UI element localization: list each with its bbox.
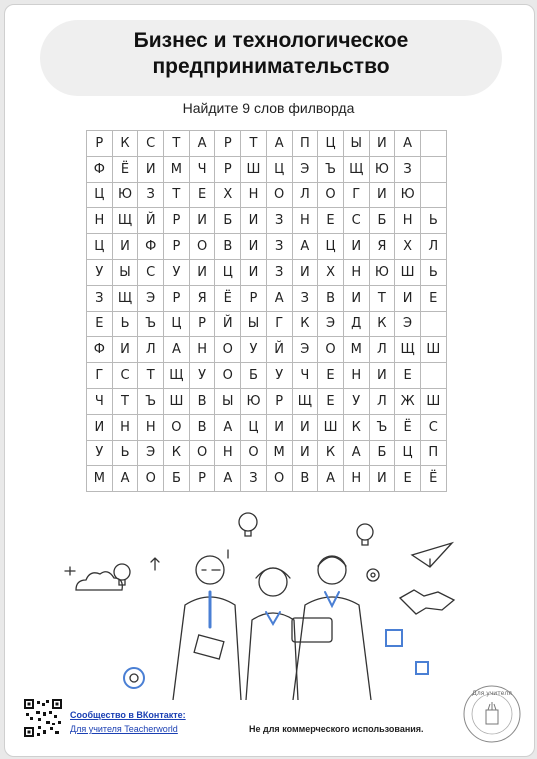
grid-cell[interactable]: Ф	[87, 156, 113, 182]
grid-cell[interactable]: Ы	[112, 259, 138, 285]
grid-cell[interactable]: И	[343, 234, 369, 260]
grid-cell[interactable]	[420, 156, 446, 182]
grid-cell[interactable]: Ё	[420, 466, 446, 492]
grid-row	[87, 311, 447, 337]
grid-cell[interactable]: Е	[420, 285, 446, 311]
grid-cell[interactable]: А	[215, 466, 241, 492]
grid-cell[interactable]	[420, 363, 446, 389]
grid-cell[interactable]: Х	[395, 234, 421, 260]
teacherworld-link[interactable]: Для учителя Teacherworld	[70, 724, 178, 734]
grid-cell[interactable]: Э	[395, 311, 421, 337]
business-people-illustration	[60, 500, 480, 700]
grid-cell[interactable]: Й	[138, 208, 164, 234]
grid-cell[interactable]: З	[241, 466, 267, 492]
grid-cell[interactable]: И	[292, 414, 318, 440]
grid-cell[interactable]	[420, 182, 446, 208]
grid-cell[interactable]: Б	[215, 208, 241, 234]
grid-cell[interactable]: Ю	[395, 182, 421, 208]
teacher-stamp-icon	[462, 684, 522, 744]
grid-cell[interactable]: У	[241, 337, 267, 363]
grid-cell[interactable]: О	[164, 414, 190, 440]
grid-cell[interactable]: Т	[369, 285, 395, 311]
grid-cell[interactable]	[420, 311, 446, 337]
grid-cell[interactable]: В	[189, 388, 215, 414]
grid-cell[interactable]: Ч	[87, 388, 113, 414]
grid-cell[interactable]: Е	[318, 388, 344, 414]
grid-cell[interactable]: Щ	[343, 156, 369, 182]
grid-cell[interactable]: Р	[164, 285, 190, 311]
grid-cell[interactable]: Н	[87, 208, 113, 234]
grid-cell[interactable]: Ы	[343, 131, 369, 157]
grid-cell[interactable]: Й	[266, 337, 292, 363]
grid-cell[interactable]: Е	[395, 363, 421, 389]
grid-cell[interactable]: О	[266, 182, 292, 208]
grid-cell[interactable]: Ь	[112, 440, 138, 466]
grid-cell[interactable]: А	[318, 466, 344, 492]
grid-cell[interactable]: И	[292, 440, 318, 466]
grid-cell[interactable]: И	[241, 208, 267, 234]
grid-cell[interactable]: Ю	[369, 156, 395, 182]
grid-cell[interactable]: Р	[241, 285, 267, 311]
grid-cell[interactable]: Т	[164, 131, 190, 157]
grid-cell[interactable]: У	[343, 388, 369, 414]
grid-cell[interactable]: З	[266, 259, 292, 285]
grid-cell[interactable]: Ф	[138, 234, 164, 260]
grid-cell[interactable]: К	[112, 131, 138, 157]
grid-cell[interactable]: Н	[215, 440, 241, 466]
grid-cell[interactable]: У	[189, 363, 215, 389]
grid-cell[interactable]: Ц	[266, 156, 292, 182]
grid-cell[interactable]: Т	[241, 131, 267, 157]
grid-cell[interactable]: Н	[343, 363, 369, 389]
grid-cell[interactable]: Ь	[420, 259, 446, 285]
grid-cell[interactable]: Ф	[87, 337, 113, 363]
grid-cell[interactable]: Ш	[420, 337, 446, 363]
grid-cell[interactable]: О	[266, 466, 292, 492]
grid-cell[interactable]: Ш	[395, 259, 421, 285]
grid-cell[interactable]: В	[318, 285, 344, 311]
grid-cell[interactable]: Г	[343, 182, 369, 208]
stamp-label: Для учителя	[472, 690, 512, 697]
grid-cell[interactable]: Р	[189, 311, 215, 337]
grid-cell[interactable]: Н	[241, 182, 267, 208]
grid-cell[interactable]: И	[112, 337, 138, 363]
grid-cell[interactable]: О	[189, 234, 215, 260]
grid-row	[87, 259, 447, 285]
grid-cell[interactable]: К	[343, 414, 369, 440]
grid-cell[interactable]: Ю	[241, 388, 267, 414]
grid-cell[interactable]: В	[189, 414, 215, 440]
grid-cell[interactable]: Е	[395, 466, 421, 492]
grid-cell[interactable]: Е	[318, 208, 344, 234]
grid-cell[interactable]: Н	[189, 337, 215, 363]
grid-cell[interactable]: Ь	[112, 311, 138, 337]
grid-cell[interactable]: Р	[215, 131, 241, 157]
grid-cell[interactable]: Э	[292, 337, 318, 363]
grid-cell[interactable]: К	[292, 311, 318, 337]
grid-cell[interactable]: К	[369, 311, 395, 337]
grid-cell[interactable]: М	[164, 156, 190, 182]
grid-cell[interactable]: О	[138, 466, 164, 492]
grid-cell[interactable]: У	[266, 363, 292, 389]
grid-cell[interactable]: О	[241, 440, 267, 466]
grid-cell[interactable]: Р	[215, 156, 241, 182]
grid-cell[interactable]: И	[395, 285, 421, 311]
grid-cell[interactable]: З	[138, 182, 164, 208]
grid-cell[interactable]: Т	[138, 363, 164, 389]
grid-cell[interactable]: Э	[138, 440, 164, 466]
grid-cell[interactable]: А	[164, 337, 190, 363]
grid-cell[interactable]: Ш	[164, 388, 190, 414]
grid-cell[interactable]: Щ	[395, 337, 421, 363]
grid-cell[interactable]: Ъ	[318, 156, 344, 182]
grid-cell[interactable]: И	[112, 234, 138, 260]
grid-cell[interactable]: Щ	[112, 285, 138, 311]
grid-cell[interactable]: Ё	[112, 156, 138, 182]
grid-cell[interactable]: У	[87, 259, 113, 285]
grid-cell[interactable]: Т	[164, 182, 190, 208]
grid-row	[87, 208, 447, 234]
grid-cell[interactable]: Д	[343, 311, 369, 337]
grid-cell[interactable]: А	[112, 466, 138, 492]
grid-cell[interactable]: С	[343, 208, 369, 234]
grid-cell[interactable]	[420, 131, 446, 157]
grid-cell[interactable]: О	[318, 337, 344, 363]
grid-cell[interactable]: Ц	[395, 440, 421, 466]
title-line-1: Бизнес и технологическое	[133, 29, 409, 52]
grid-cell[interactable]: Э	[292, 156, 318, 182]
grid-cell[interactable]: Ш	[420, 388, 446, 414]
grid-cell[interactable]: З	[395, 156, 421, 182]
grid-cell[interactable]: Ъ	[138, 311, 164, 337]
grid-cell[interactable]: Э	[318, 311, 344, 337]
grid-cell[interactable]: Ч	[292, 363, 318, 389]
grid-cell[interactable]: Е	[318, 363, 344, 389]
grid-cell[interactable]: Н	[343, 466, 369, 492]
grid-cell[interactable]: Н	[343, 259, 369, 285]
grid-cell[interactable]: А	[266, 285, 292, 311]
grid-cell[interactable]: З	[266, 208, 292, 234]
grid-cell[interactable]: Б	[369, 208, 395, 234]
grid-cell[interactable]: М	[87, 466, 113, 492]
non-commercial-notice: Не для коммерческого использования.	[249, 724, 424, 734]
grid-cell[interactable]: Я	[369, 234, 395, 260]
grid-cell[interactable]: И	[87, 414, 113, 440]
grid-cell[interactable]: М	[266, 440, 292, 466]
grid-row	[87, 182, 447, 208]
grid-cell[interactable]: Ч	[189, 156, 215, 182]
grid-cell[interactable]: И	[369, 182, 395, 208]
grid-cell[interactable]: Ы	[241, 311, 267, 337]
grid-cell[interactable]: О	[215, 363, 241, 389]
grid-cell[interactable]: Б	[164, 466, 190, 492]
grid-row	[87, 388, 447, 414]
grid-cell[interactable]: Ц	[87, 234, 113, 260]
grid-cell[interactable]: Ц	[318, 234, 344, 260]
grid-cell[interactable]: А	[266, 131, 292, 157]
grid-cell[interactable]: Н	[112, 414, 138, 440]
grid-cell[interactable]: Ъ	[369, 414, 395, 440]
grid-row	[87, 131, 447, 157]
grid-cell[interactable]: С	[420, 414, 446, 440]
grid-cell[interactable]: И	[369, 363, 395, 389]
grid-cell[interactable]: И	[369, 131, 395, 157]
grid-cell[interactable]: С	[112, 363, 138, 389]
grid-cell[interactable]: Х	[215, 182, 241, 208]
grid-cell[interactable]: А	[189, 131, 215, 157]
grid-cell[interactable]: И	[138, 156, 164, 182]
grid-cell[interactable]: Щ	[292, 388, 318, 414]
grid-cell[interactable]: А	[292, 234, 318, 260]
grid-cell[interactable]: В	[292, 466, 318, 492]
grid-cell[interactable]: Р	[164, 234, 190, 260]
grid-cell[interactable]: З	[87, 285, 113, 311]
vk-community-label[interactable]: Сообщество в ВКонтакте:	[70, 710, 186, 720]
grid-cell[interactable]: Ц	[164, 311, 190, 337]
grid-cell[interactable]: Л	[420, 234, 446, 260]
grid-row	[87, 466, 447, 492]
title-line-2: предпринимательство	[152, 55, 390, 78]
grid-cell[interactable]: Л	[369, 388, 395, 414]
grid-cell[interactable]: Ц	[318, 131, 344, 157]
grid-cell[interactable]: А	[395, 131, 421, 157]
grid-cell[interactable]: Ц	[215, 259, 241, 285]
grid-cell[interactable]: Ь	[420, 208, 446, 234]
grid-cell[interactable]: З	[266, 234, 292, 260]
grid-row	[87, 285, 447, 311]
grid-cell[interactable]: И	[189, 208, 215, 234]
grid-cell[interactable]: С	[138, 131, 164, 157]
grid-cell[interactable]: Ш	[318, 414, 344, 440]
grid-cell[interactable]: Е	[87, 311, 113, 337]
grid-cell[interactable]: П	[420, 440, 446, 466]
grid-row	[87, 414, 447, 440]
grid-cell[interactable]: З	[292, 285, 318, 311]
grid-cell[interactable]: О	[318, 182, 344, 208]
grid-cell[interactable]: Ъ	[138, 388, 164, 414]
grid-cell[interactable]: Г	[87, 363, 113, 389]
grid-cell[interactable]: Н	[292, 208, 318, 234]
page-title	[40, 28, 502, 80]
grid-cell[interactable]: Р	[87, 131, 113, 157]
grid-cell[interactable]: Х	[318, 259, 344, 285]
grid-cell[interactable]: Щ	[164, 363, 190, 389]
grid-cell[interactable]: П	[292, 131, 318, 157]
grid-cell[interactable]: Ш	[241, 156, 267, 182]
grid-cell[interactable]: Ц	[241, 414, 267, 440]
grid-cell[interactable]: Я	[189, 285, 215, 311]
grid-cell[interactable]: Б	[241, 363, 267, 389]
grid-cell[interactable]: К	[164, 440, 190, 466]
grid-cell[interactable]: Ё	[215, 285, 241, 311]
grid-cell[interactable]: Л	[138, 337, 164, 363]
grid-row	[87, 234, 447, 260]
grid-row	[87, 440, 447, 466]
grid-cell[interactable]: Е	[189, 182, 215, 208]
grid-cell[interactable]: Н	[395, 208, 421, 234]
grid-cell[interactable]: А	[215, 414, 241, 440]
grid-cell[interactable]: И	[369, 466, 395, 492]
grid-cell[interactable]: Ю	[369, 259, 395, 285]
grid-row	[87, 363, 447, 389]
grid-row	[87, 337, 447, 363]
grid-cell[interactable]: Г	[266, 311, 292, 337]
word-search-grid	[86, 130, 447, 492]
grid-cell[interactable]: Р	[164, 208, 190, 234]
grid-cell[interactable]: Л	[292, 182, 318, 208]
grid-cell[interactable]: У	[164, 259, 190, 285]
grid-cell[interactable]: М	[343, 337, 369, 363]
grid-cell[interactable]: А	[343, 440, 369, 466]
grid-cell[interactable]: Ж	[395, 388, 421, 414]
grid-cell[interactable]: Ы	[215, 388, 241, 414]
grid-cell[interactable]: Й	[215, 311, 241, 337]
grid-cell[interactable]: Ц	[87, 182, 113, 208]
grid-row	[87, 156, 447, 182]
subtitle: Найдите 9 слов филворда	[182, 100, 355, 116]
grid-cell[interactable]: Р	[189, 466, 215, 492]
grid-cell[interactable]: И	[189, 259, 215, 285]
grid-cell[interactable]: И	[292, 259, 318, 285]
grid-cell[interactable]: О	[215, 337, 241, 363]
grid-cell[interactable]: У	[87, 440, 113, 466]
grid-cell[interactable]: И	[241, 259, 267, 285]
grid-cell[interactable]: Б	[369, 440, 395, 466]
grid-cell[interactable]: Ю	[112, 182, 138, 208]
grid-cell[interactable]: И	[266, 414, 292, 440]
grid-cell[interactable]: Э	[138, 285, 164, 311]
grid-cell[interactable]: Л	[369, 337, 395, 363]
grid-cell[interactable]: Р	[266, 388, 292, 414]
grid-cell[interactable]: Т	[112, 388, 138, 414]
grid-cell[interactable]: Ё	[395, 414, 421, 440]
qr-code-icon	[24, 699, 62, 737]
grid-cell[interactable]: В	[215, 234, 241, 260]
grid-cell[interactable]: К	[318, 440, 344, 466]
grid-cell[interactable]: И	[241, 234, 267, 260]
grid-cell[interactable]: О	[189, 440, 215, 466]
grid-cell[interactable]: Н	[138, 414, 164, 440]
grid-cell[interactable]: Щ	[112, 208, 138, 234]
grid-cell[interactable]: И	[343, 285, 369, 311]
grid-cell[interactable]: С	[138, 259, 164, 285]
